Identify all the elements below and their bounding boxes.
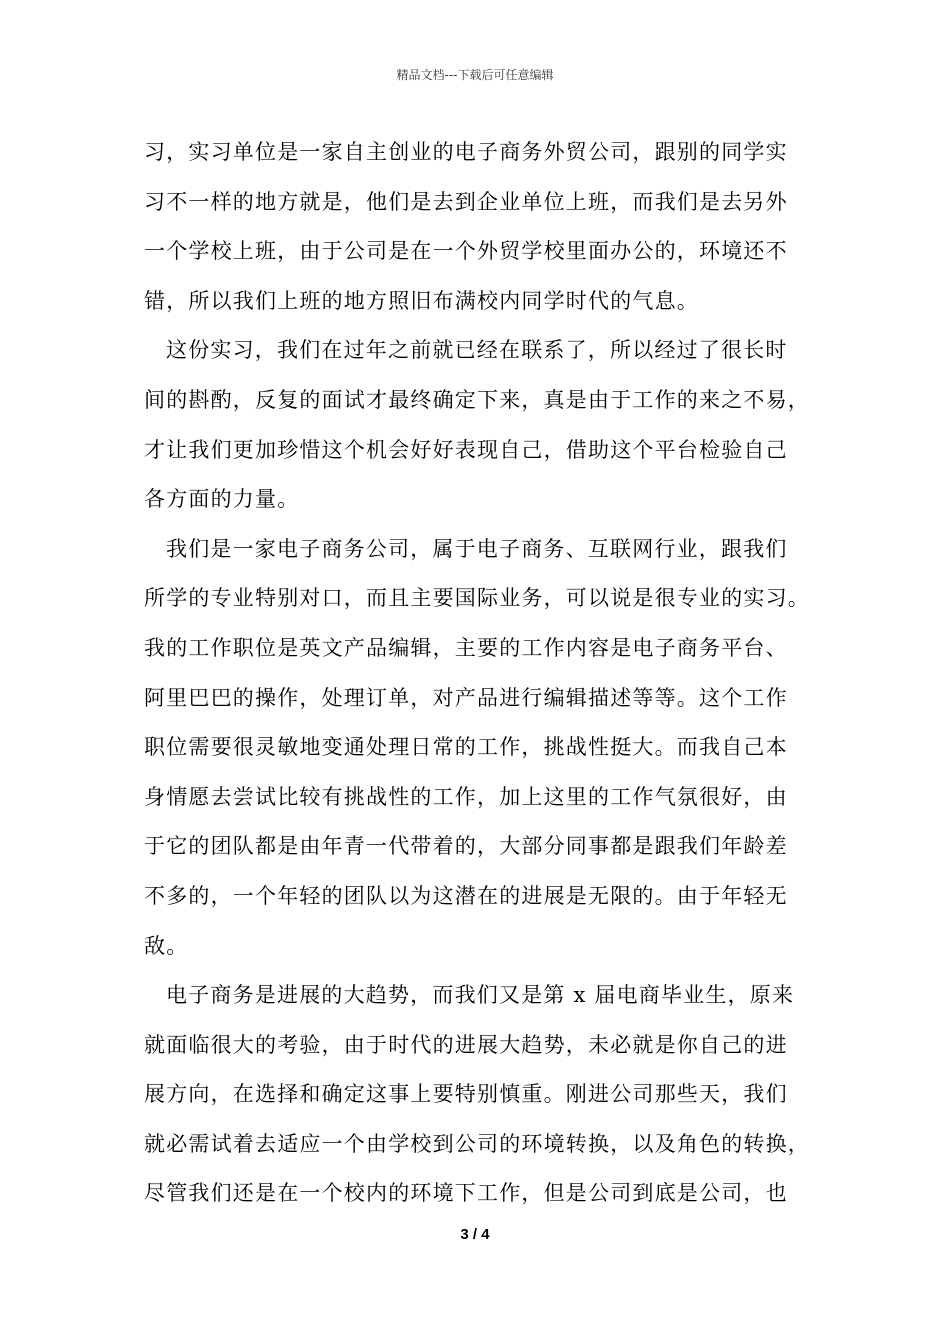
text-line: 尽管我们还是在一个校内的环境下工作，但是公司到底是公司，也 <box>144 1181 788 1206</box>
text-line: 于它的团队都是由年青一代带着的，大部分同事都是跟我们年龄差 <box>144 834 788 859</box>
paragraph-3 <box>144 525 812 971</box>
text-line: 就面临很大的考验，由于时代的进展大趋势，未必就是你自己的进 <box>144 1032 788 1057</box>
text-line: 不多的，一个年轻的团队以为这潜在的进展是无限的。由于年轻无 <box>144 883 788 908</box>
text-line: 这份实习，我们在过年之前就已经在联系了，所以经过了很长时 <box>166 338 788 363</box>
text-line: 错，所以我们上班的地方照旧布满校内同学时代的气息。 <box>144 288 699 313</box>
text-line: 阿里巴巴的操作，处理订单，对产品进行编辑描述等等。这个工作 <box>144 685 788 710</box>
paragraph-1 <box>144 128 812 326</box>
text-line: 各方面的力量。 <box>144 487 300 512</box>
text-line: 间的斟酌，反复的面试才最终确定下来，真是由于工作的来之不易， <box>144 387 810 412</box>
paragraph-2 <box>144 326 812 524</box>
text-line: 才让我们更加珍惜这个机会好好表现自己，借助这个平台检验自己 <box>144 437 788 462</box>
text-line: 职位需要很灵敏地变通处理日常的工作，挑战性挺大。而我自己本 <box>144 735 788 760</box>
text-line: 我的工作职位是英文产品编辑，主要的工作内容是电子商务平台、 <box>144 635 788 660</box>
text-line: 敌。 <box>144 933 189 958</box>
page-number: 3 / 4 <box>460 1226 490 1243</box>
text-line: 展方向，在选择和确定这事上要特别慎重。刚进公司那些天，我们 <box>144 1082 788 1107</box>
text-line: 所学的专业特别对口，而且主要国际业务，可以说是很专业的实习。 <box>144 586 810 611</box>
text-line: 我们是一家电子商务公司，属于电子商务、互联网行业，跟我们 <box>166 536 788 561</box>
text-line: 电子商务是进展的大趋势，而我们又是第 x 届电商毕业生，原来 <box>166 983 795 1008</box>
paragraph-4 <box>144 971 812 1219</box>
text-line: 身情愿去尝试比较有挑战性的工作，加上这里的工作气氛很好，由 <box>144 784 788 809</box>
page-header: 精品文档---下载后可任意编辑 <box>396 68 554 82</box>
document-body <box>144 128 812 1219</box>
text-line: 习不一样的地方就是，他们是去到企业单位上班，而我们是去另外 <box>144 189 788 214</box>
text-line: 就必需试着去适应一个由学校到公司的环境转换，以及角色的转换， <box>144 1131 810 1156</box>
text-line: 习，实习单位是一家自主创业的电子商务外贸公司，跟别的同学实 <box>144 140 788 164</box>
text-line: 一个学校上班，由于公司是在一个外贸学校里面办公的，环境还不 <box>144 239 788 264</box>
